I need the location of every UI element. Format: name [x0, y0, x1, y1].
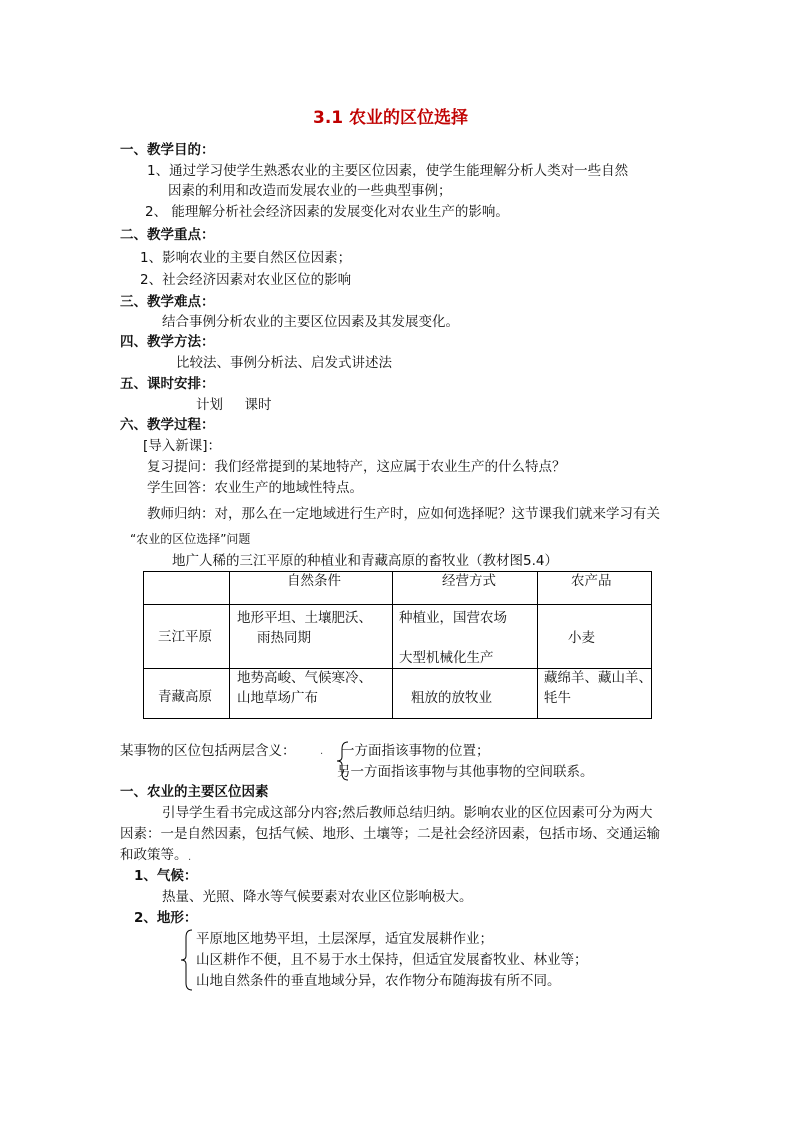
methods-text: 比较法、事例分析法、启发式讲述法 — [176, 355, 392, 371]
objective-item-1-line1: 1、通过学习使学生熟悉农业的主要区位因素，使学生能理解分析人类对一些自然 — [147, 163, 629, 179]
intro-label: [导入新课]： — [143, 438, 222, 454]
location-meaning-1: 一方面指该事物的位置； — [341, 743, 490, 759]
terrain-line-3: 山地自然条件的垂直地域分异，农作物分布随海拔有所不同。 — [196, 973, 561, 989]
dot-mark-2: . — [188, 852, 192, 863]
key-point-item-1: 1、影响农业的主要自然区位因素； — [140, 250, 352, 266]
factors-paragraph-line3: 和政策等。 — [120, 847, 188, 863]
teacher-summary: 教师归纳：对，那么在一定地域进行生产时，应如何选择呢？这节课我们就来学习有关 — [147, 506, 660, 522]
topic-line: “农业的区位选择”问题 — [130, 532, 251, 546]
schedule-text: 计划 课时 — [196, 397, 272, 413]
climate-heading: 1、气候： — [134, 868, 198, 884]
table-caption: 地广人稀的三江平原的种植业和青藏高原的畜牧业（教材图5.4） — [172, 553, 558, 569]
location-meaning-2: 另一方面指该事物与其他事物的空间联系。 — [337, 764, 594, 780]
difficulty-text: 结合事例分析农业的主要区位因素及其发展变化。 — [162, 314, 459, 330]
comparison-table — [143, 571, 652, 719]
cell-nature-qingzang: 地势高峻、气候寒冷、 山地草场广布 — [230, 669, 393, 719]
brace-terrain-icon — [180, 929, 194, 991]
key-point-item-2: 2、社会经济因素对农业区位的影响 — [140, 272, 352, 288]
section-heading-difficulties: 三、教学难点： — [120, 294, 215, 310]
section-heading-key-points: 二、教学重点： — [120, 227, 215, 243]
table-header-empty — [144, 572, 230, 605]
factors-paragraph-line1: 引导学生看书完成这部分内容;然后教师总结归纳。影响农业的区位因素可分为两大 — [162, 805, 653, 821]
page-title: 3.1 农业的区位选择 — [313, 108, 469, 128]
terrain-line-1: 平原地区地势平坦，土层深厚，适宜发展耕作业； — [196, 931, 493, 947]
cell-product-sanjiang: 小麦 — [538, 605, 652, 669]
section-heading-methods: 四、教学方法： — [120, 334, 215, 350]
review-question: 复习提问：我们经常提到的某地特产，这应属于农业生产的什么特点？ — [147, 459, 566, 475]
cell-mode-qingzang: 粗放的放牧业 — [393, 669, 538, 719]
objective-item-1-line2: 因素的利用和改造而发展农业的一些典型事例； — [168, 183, 452, 199]
terrain-heading: 2、地形： — [134, 910, 198, 926]
cell-region-sanjiang: 三江平原 — [144, 605, 230, 669]
table-header-mode: 经营方式 — [393, 572, 538, 605]
table-header-row — [144, 572, 652, 605]
section-heading-schedule: 五、课时安排： — [120, 376, 215, 392]
section-heading-objectives: 一、教学目的： — [120, 142, 215, 158]
table-header-nature: 自然条件 — [230, 572, 393, 605]
cell-mode-sanjiang: 种植业，国营农场 大型机械化生产 — [393, 605, 538, 669]
student-answer: 学生回答：农业生产的地域性特点。 — [147, 480, 363, 496]
table-row-qingzang — [144, 669, 652, 719]
table-row-sanjiang — [144, 605, 652, 669]
factors-paragraph-line2: 因素：一是自然因素，包括气候、地形、土壤等；二是社会经济因素，包括市场、交通运输 — [120, 826, 660, 842]
table-header-product: 农产品 — [538, 572, 652, 605]
location-lead: 某事物的区位包括两层含义： — [120, 743, 296, 759]
terrain-line-2: 山区耕作不便，且不易于水土保持，但适宜发展畜牧业、林业等； — [196, 952, 588, 968]
cell-region-qingzang: 青藏高原 — [144, 669, 230, 719]
objective-item-2: 2、 能理解分析社会经济因素的发展变化对农业生产的影响。 — [145, 204, 509, 220]
section-heading-process: 六、教学过程： — [120, 417, 215, 433]
part-heading-factors: 一、农业的主要区位因素 — [120, 784, 269, 800]
cell-nature-sanjiang: 地形平坦、土壤肥沃、 雨热同期 — [230, 605, 393, 669]
dot-mark: . — [320, 746, 324, 757]
cell-product-qingzang: 藏绵羊、藏山羊、 牦牛 — [538, 669, 652, 719]
climate-text: 热量、光照、降水等气候要素对农业区位影响极大。 — [162, 889, 473, 905]
